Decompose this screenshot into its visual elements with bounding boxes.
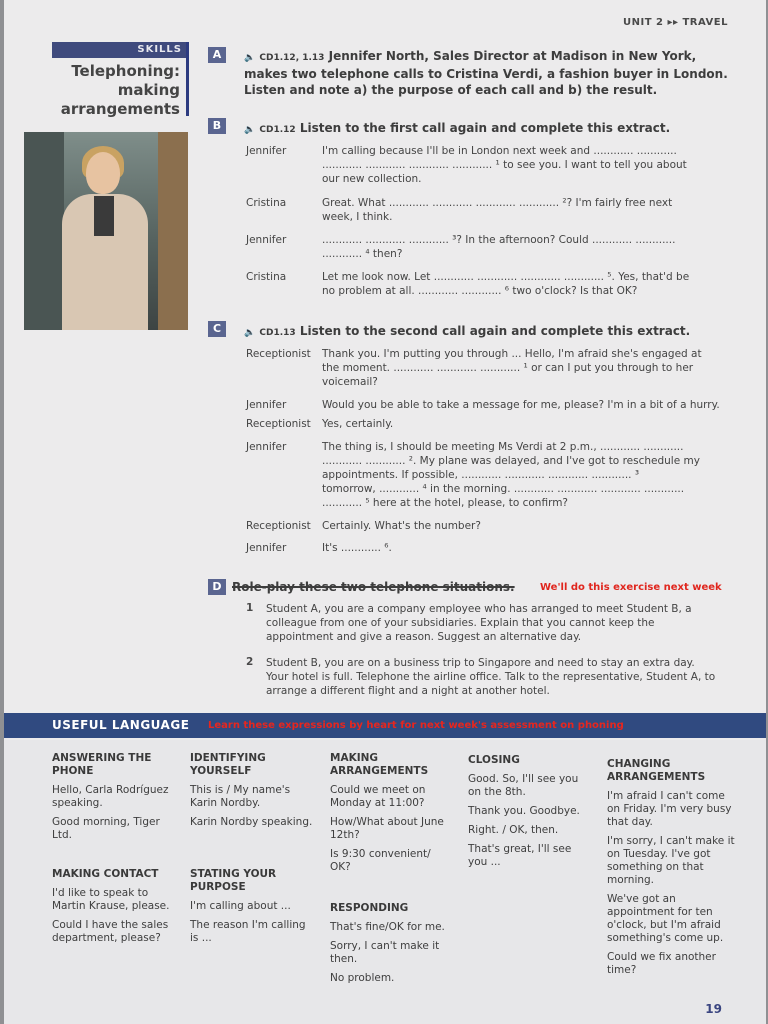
expression: Good. So, I'll see you on the 8th. bbox=[468, 773, 579, 798]
expression: Thank you. Goodbye. bbox=[468, 805, 580, 817]
page-number: 19 bbox=[705, 1002, 722, 1016]
responding-column bbox=[330, 902, 454, 985]
dialogue-text: The thing is, I should be meeting Ms Verdi at 2 p.m., ............ ............ ............ ............ ². My plane was delayed, and I've got to reschedule my appointments. If possible, ............ ............ ............ ............ ³ tomorrow, ............ ⁴ in the morning. ............ ............ ............ ............ ............ ⁵ here at the hotel, please, to confirm? bbox=[322, 441, 700, 509]
item-number: 2 bbox=[246, 656, 254, 668]
speaker-name: Jennifer bbox=[246, 441, 287, 453]
column-heading: CHANGING ARRANGEMENTS bbox=[607, 758, 706, 783]
section-c-instructions bbox=[244, 323, 734, 341]
section-b-text: Listen to the first call again and complete this extract. bbox=[299, 121, 671, 135]
answering-column bbox=[52, 752, 174, 842]
section-b-label: B bbox=[208, 118, 226, 134]
section-d-label: D bbox=[208, 579, 226, 595]
expression: How/What about June 12th? bbox=[330, 816, 444, 841]
changing-arrangements-column bbox=[607, 758, 735, 977]
expression: Good morning, Tiger Ltd. bbox=[52, 816, 160, 841]
skills-panel bbox=[52, 42, 189, 116]
section-a-instructions bbox=[244, 48, 734, 98]
expression: I'd like to speak to Martin Krause, please. bbox=[52, 887, 170, 912]
dialogue-text: Thank you. I'm putting you through ... Hello, I'm afraid she's engaged at the moment. ............ ............ ............ ¹ or can I put you through to her voicemail? bbox=[322, 348, 702, 388]
handwritten-note: We'll do this exercise next week bbox=[540, 582, 722, 593]
expression: Sorry, I can't make it then. bbox=[330, 940, 440, 965]
skills-title bbox=[61, 62, 180, 119]
roleplay-item: Student B, you are on a business trip to Singapore and need to stay an extra day. Your hotel is full. Telephone the airline office. Talk to the representative, Student A, to arrange a different flight and a night at another hotel. bbox=[266, 657, 716, 697]
speaker-name: Cristina bbox=[246, 197, 287, 209]
identifying-column bbox=[190, 752, 314, 829]
audio-icon: 🔈 bbox=[244, 328, 256, 338]
skills-tag: SKILLS bbox=[52, 42, 186, 58]
running-header: UNIT 2 ▸▸ TRAVEL bbox=[623, 17, 728, 28]
making-contact-column bbox=[52, 868, 174, 945]
speaker-name: Receptionist bbox=[246, 348, 311, 360]
item-number: 1 bbox=[246, 602, 254, 614]
section-d-instructions-struck: Role-play these two telephone situations. bbox=[232, 580, 515, 594]
section-a-label: A bbox=[208, 47, 226, 63]
dialogue-text: It's ............ ⁶. bbox=[322, 542, 392, 554]
section-a-text: Jennifer North, Sales Director at Madison in New York, makes two telephone calls to Cristina Verdi, a fashion buyer in London. Listen and note a) the purpose of each call and b) the result. bbox=[244, 49, 728, 97]
expression: I'm calling about ... bbox=[190, 900, 291, 912]
speaker-name: Receptionist bbox=[246, 520, 311, 532]
closing-column bbox=[468, 754, 592, 869]
assessment-note: Learn these expressions by heart for next week's assessment on phoning bbox=[208, 720, 624, 731]
making-arrangements-column bbox=[330, 752, 454, 874]
expression: Is 9:30 convenient/ OK? bbox=[330, 848, 431, 873]
expression: Karin Nordby speaking. bbox=[190, 816, 313, 828]
dialogue-text: Let me look now. Let ............ ............ ............ ............ ⁵. Yes, that'd be no problem at all. ............ ............ ⁶ two o'clock? Is that OK? bbox=[322, 271, 690, 297]
cd-track: CD1.12, 1.13 bbox=[259, 53, 325, 63]
column-heading: CLOSING bbox=[468, 754, 520, 766]
dialogue-text: Would you be able to take a message for me, please? I'm in a bit of a hurry. bbox=[322, 399, 720, 411]
column-heading: ANSWERING THE PHONE bbox=[52, 752, 152, 777]
dialogue-text: Great. What ............ ............ ............ ............ ²? I'm fairly free next week, I think. bbox=[322, 197, 673, 223]
cd-track: CD1.12 bbox=[259, 125, 296, 135]
expression: That's great, I'll see you ... bbox=[468, 843, 572, 868]
skills-title-line: making bbox=[117, 81, 180, 99]
section-c-text: Listen to the second call again and complete this extract. bbox=[299, 324, 691, 338]
expression: I'm afraid I can't come on Friday. I'm very busy that day. bbox=[607, 790, 732, 828]
skills-title-line: Telephoning: bbox=[71, 62, 180, 80]
speaker-name: Jennifer bbox=[246, 234, 287, 246]
textbook-page bbox=[4, 0, 766, 1024]
column-heading: STATING YOUR PURPOSE bbox=[190, 868, 277, 893]
expression: Could we fix another time? bbox=[607, 951, 716, 976]
section-c-label: C bbox=[208, 321, 226, 337]
speaker-name: Jennifer bbox=[246, 399, 287, 411]
speaker-name: Jennifer bbox=[246, 145, 287, 157]
column-heading: IDENTIFYING YOURSELF bbox=[190, 752, 266, 777]
speaker-name: Jennifer bbox=[246, 542, 287, 554]
expression: I'm sorry, I can't make it on Tuesday. I've got something on that morning. bbox=[607, 835, 735, 886]
expression: Right. / OK, then. bbox=[468, 824, 559, 836]
dialogue-text: Yes, certainly. bbox=[322, 418, 394, 430]
useful-language-title: USEFUL LANGUAGE bbox=[52, 718, 190, 732]
businesswoman-photo bbox=[24, 132, 188, 330]
expression: Hello, Carla Rodríguez speaking. bbox=[52, 784, 169, 809]
speaker-name: Cristina bbox=[246, 271, 287, 283]
column-heading: MAKING CONTACT bbox=[52, 868, 159, 880]
expression: This is / My name's Karin Nordby. bbox=[190, 784, 291, 809]
speaker-name: Receptionist bbox=[246, 418, 311, 430]
dialogue-text: Certainly. What's the number? bbox=[322, 520, 481, 532]
column-heading: RESPONDING bbox=[330, 902, 409, 914]
skills-title-line: arrangements bbox=[60, 100, 180, 118]
audio-icon: 🔈 bbox=[244, 53, 256, 63]
cd-track: CD1.13 bbox=[259, 328, 296, 338]
expression: No problem. bbox=[330, 972, 395, 984]
column-heading: MAKING ARRANGEMENTS bbox=[330, 752, 429, 777]
dialogue-text: ............ ............ ............ ³? In the afternoon? Could ............ ............ ............ ⁴ then? bbox=[322, 234, 676, 260]
roleplay-item: Student A, you are a company employee who has arranged to meet Student B, a colleague from one of your subsidiaries. Explain that you cannot keep the appointment and give a reason. Suggest an alternative day. bbox=[266, 603, 692, 643]
dialogue-text: I'm calling because I'll be in London next week and ............ ............ ............ ............ ............ ............ ¹ to see you. I want to tell you about our new collection. bbox=[322, 145, 687, 185]
stating-purpose-column bbox=[190, 868, 314, 945]
audio-icon: 🔈 bbox=[244, 125, 256, 135]
expression: Could I have the sales department, please? bbox=[52, 919, 169, 944]
expression: That's fine/OK for me. bbox=[330, 921, 445, 933]
expression: We've got an appointment for ten o'clock, but I'm afraid something's come up. bbox=[607, 893, 724, 944]
expression: The reason I'm calling is ... bbox=[190, 919, 306, 944]
section-b-instructions bbox=[244, 120, 734, 138]
expression: Could we meet on Monday at 11:00? bbox=[330, 784, 426, 809]
